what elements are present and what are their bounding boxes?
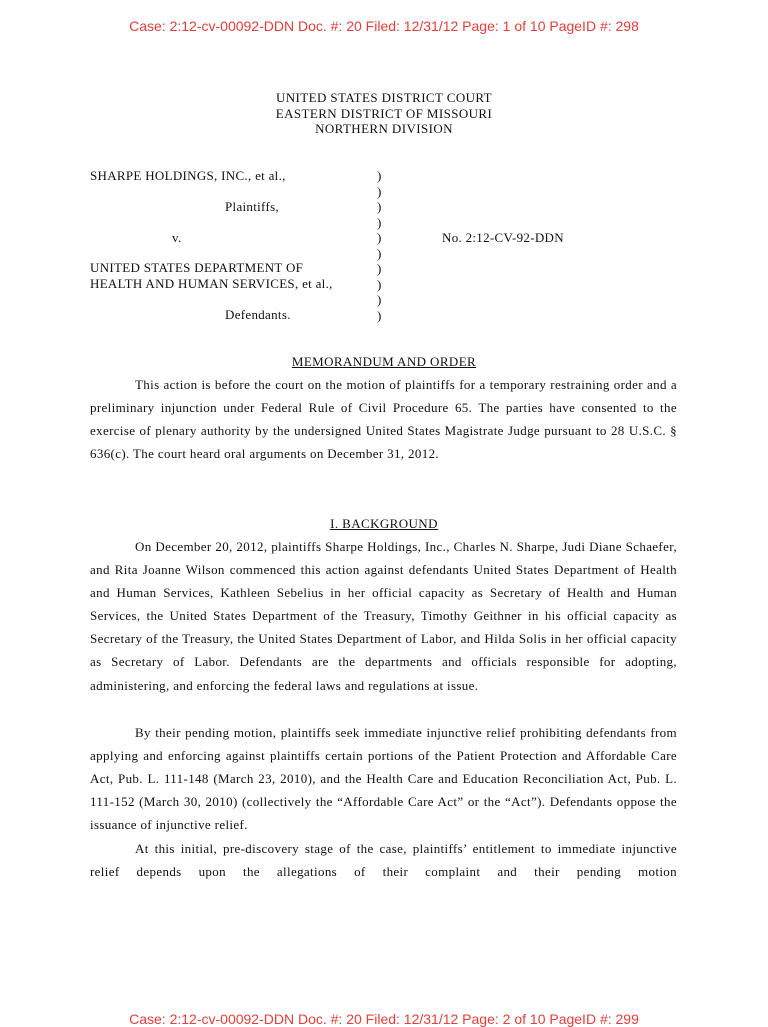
docket-header-bottom: Case: 2:12-cv-00092-DDN Doc. #: 20 Filed: 12/31/12 Page: 2 of 10 PageID #: 299 [129,1011,639,1027]
defendant-name-line2: HEALTH AND HUMAN SERVICES, et al., [90,276,333,291]
court-heading [0,90,768,137]
versus-label: v. [172,230,182,245]
paragraph-standard: At this initial, pre-discovery stage of the case, plaintiffs’ entitlement to immediate injunctive relief depends upon the allegations of their complaint and their pending motion [90,841,677,880]
defendant-name-line1: UNITED STATES DEPARTMENT OF [90,260,304,275]
case-number: No. 2:12-CV-92-DDN [442,230,564,245]
paragraph-motion: By their pending motion, plaintiffs seek immediate injunctive relief prohibiting defendants from applying and enforcing against plaintiffs certain portions of the Patient Protection and Affordable Care Act, Pub. L. 111-148 (March 23, 2010), and the Health Care and Education Reconciliation Act, Pub. L. 111-152 (March 30, 2010) (collectively the “Affordable Care Act” or the “Act”). Defendants oppose the issuance of injunctive relief. [90,725,677,833]
paragraph-background: On December 20, 2012, plaintiffs Sharpe Holdings, Inc., Charles N. Sharpe, Judi Diane Schaefer, and Rita Joanne Wilson commenced this action against defendants United States Department of Health and Human Services, Kathleen Sebelius in her official capacity as Secretary of Health and Human Services, the United States Department of the Treasury, Timothy Geithner in his official capacity as Secretary of the Treasury, the United States Department of Labor, and Hilda Solis in her official capacity as Secretary of Labor. Defendants are the departments and officials responsible for adopting, administering, and enforcing the federal laws and regulations at issue. [90,539,677,693]
paragraph-intro: This action is before the court on the motion of plaintiffs for a temporary restraining order and a preliminary injunction under Federal Rule of Civil Procedure 65. The parties have consented to the exercise of plenary authority by the undersigned United States Magistrate Judge pursuant to 28 U.S.C. § 636(c). The court heard oral arguments on December 31, 2012. [90,377,677,462]
plaintiffs-label: Plaintiffs, [225,199,279,214]
plaintiff-name: SHARPE HOLDINGS, INC., et al., [90,168,286,183]
section-heading-background: I. BACKGROUND [330,516,438,531]
caption-parentheses: ) ) ) ) ) ) ) ) ) ) [377,168,382,323]
defendants-label: Defendants. [225,307,291,322]
document-title: MEMORANDUM AND ORDER [291,354,477,369]
court-district: EASTERN DISTRICT OF MISSOURI [275,105,493,121]
court-division: NORTHERN DIVISION [315,121,453,136]
docket-header-top: Case: 2:12-cv-00092-DDN Doc. #: 20 Filed: 12/31/12 Page: 1 of 10 PageID #: 298 [129,18,639,34]
court-name: UNITED STATES DISTRICT COURT [275,90,493,105]
